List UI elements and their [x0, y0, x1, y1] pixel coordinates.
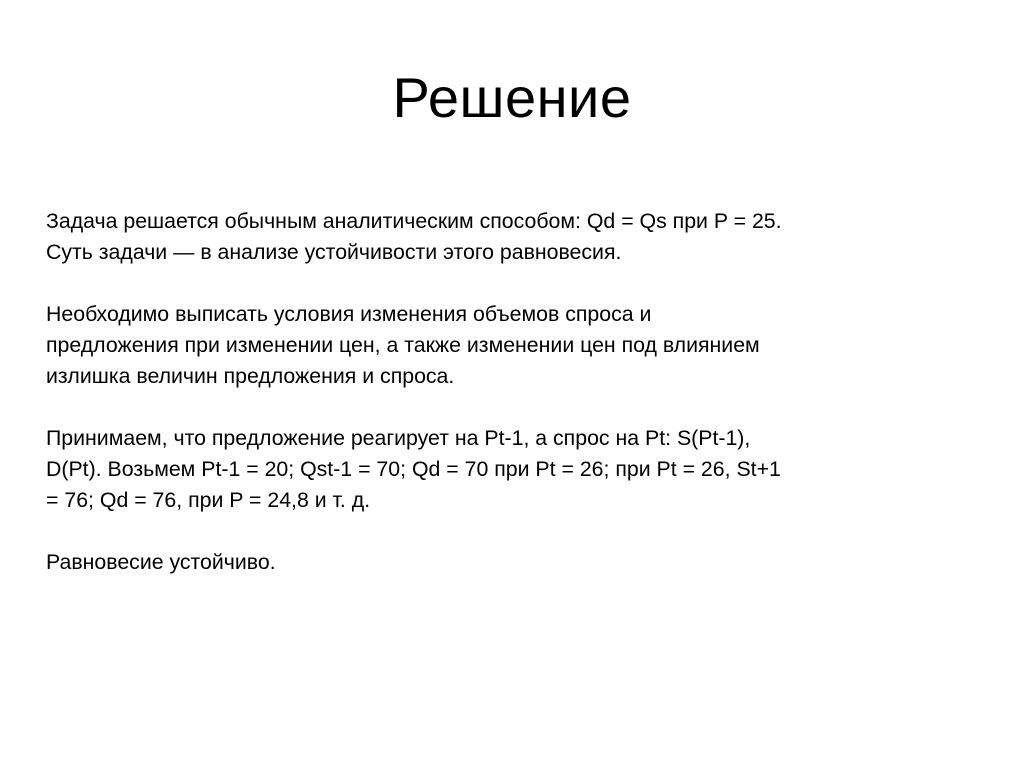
text-line: D(Pt). Возьмем Pt-1 = 20; Qst-1 = 70; Qd = 70 при Pt = 26; при Pt = 26, St+1: [46, 457, 781, 481]
text-line: Равновесие устойчиво.: [46, 550, 276, 574]
text-line: предложения при изменении цен, а также изменении цен под влиянием: [46, 333, 760, 357]
text-line: Задача решается обычным аналитическим способом: Qd = Qs при P = 25.: [46, 209, 782, 233]
text-line: Принимаем, что предложение реагирует на Pt-1, а спрос на Pt: S(Pt-1),: [46, 426, 751, 450]
slide-title: Решение: [392, 66, 632, 129]
paragraph-computation: [46, 423, 986, 516]
paragraph-conclusion: [46, 547, 986, 578]
text-line: = 76; Qd = 76, при P = 24,8 и т. д.: [46, 488, 371, 512]
slide-body: [46, 206, 986, 609]
text-line: излишка величин предложения и спроса.: [46, 364, 455, 388]
text-line: Суть задачи — в анализе устойчивости этого равновесия.: [46, 240, 622, 264]
text-line: Необходимо выписать условия изменения объемов спроса и: [46, 302, 652, 326]
paragraph-conditions: [46, 299, 986, 392]
paragraph-problem-statement: [46, 206, 986, 268]
